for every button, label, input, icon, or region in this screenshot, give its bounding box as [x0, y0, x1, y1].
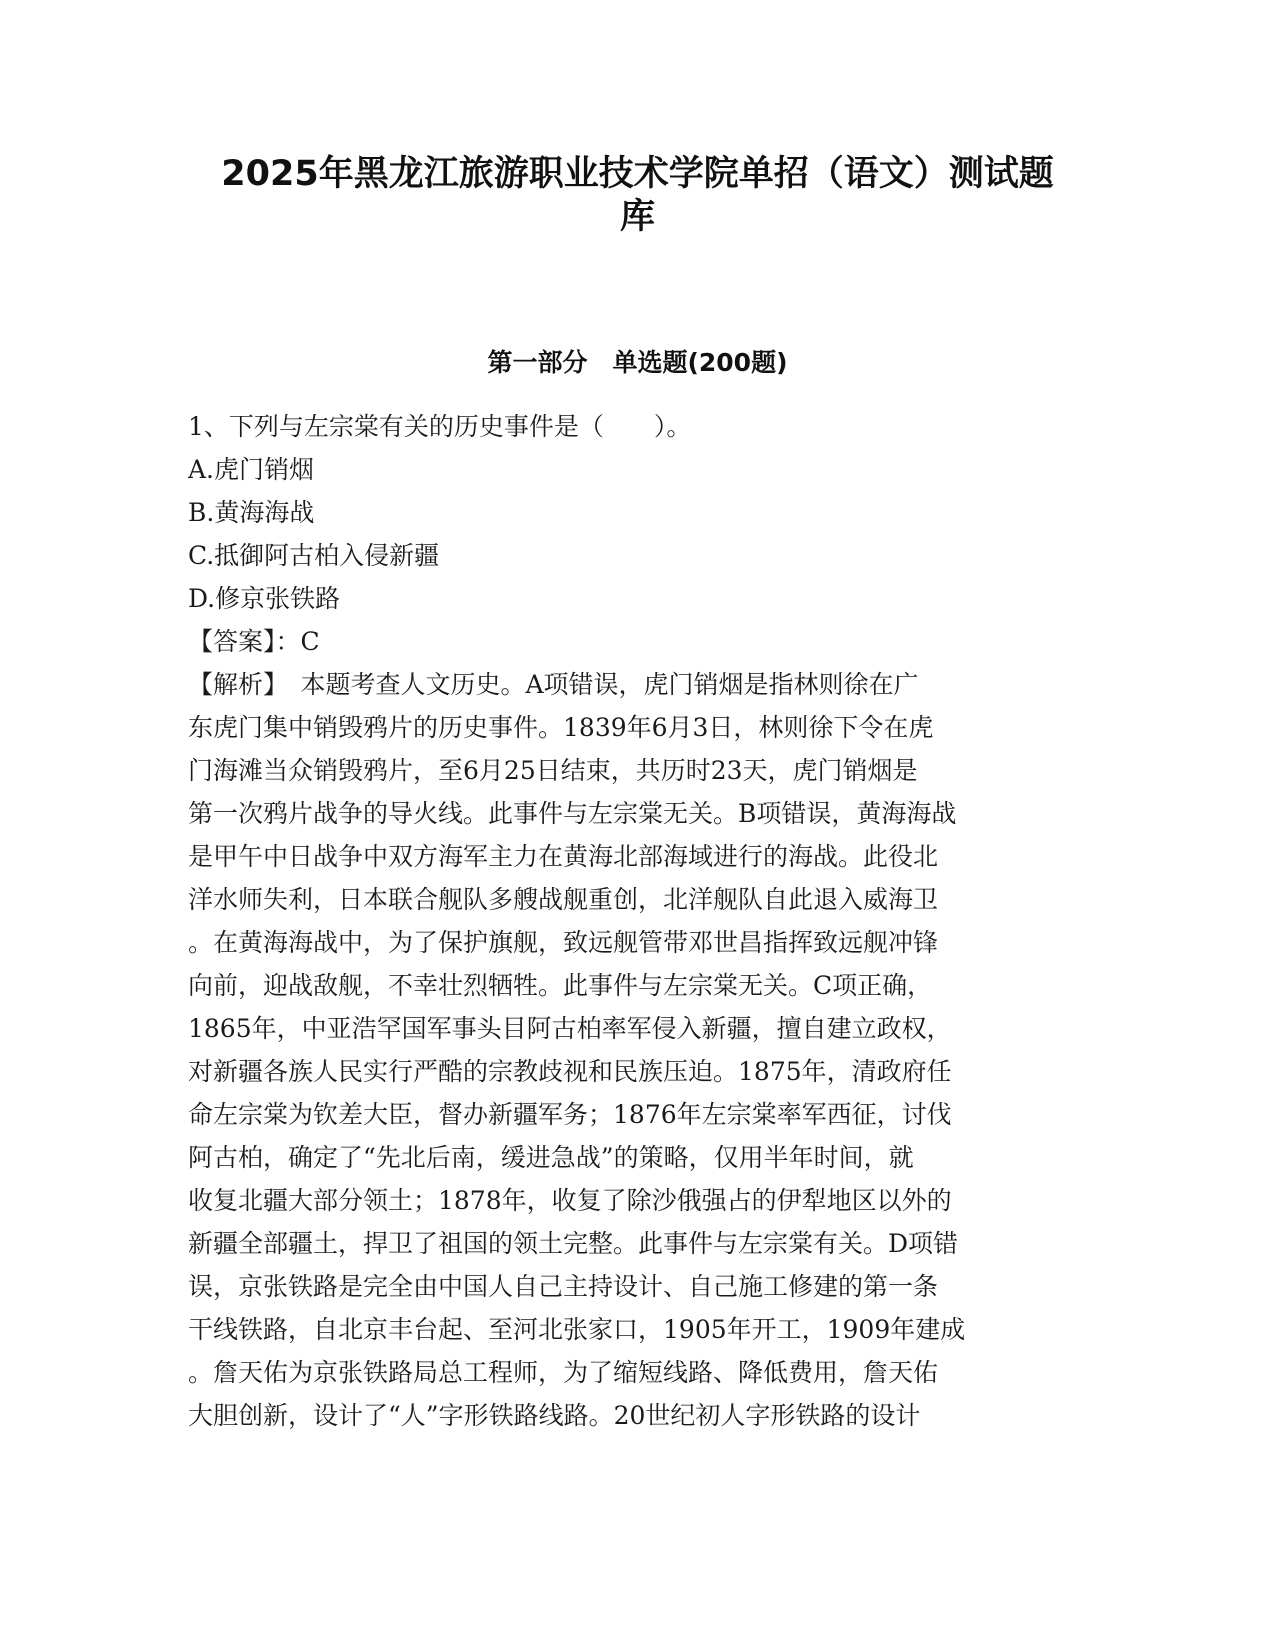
analysis-line: 新疆全部疆土，捍卫了祖国的领土完整。此事件与左宗棠有关。D项错 — [188, 1229, 959, 1258]
analysis-line: 是甲午中日战争中双方海军主力在黄海北部海域进行的海战。此役北 — [188, 842, 939, 871]
analysis-line: 东虎门集中销毁鸦片的历史事件。1839年6月3日，林则徐下令在虎 — [188, 713, 934, 742]
analysis-line: 1865年，中亚浩罕国军事头目阿古柏率军侵入新疆，擅自建立政权， — [188, 1014, 952, 1043]
question-stem: 1、下列与左宗棠有关的历史事件是（ ）。 — [188, 412, 692, 441]
title-line-1: 2025年黑龙江旅游职业技术学院单招（语文）测试题 — [221, 154, 1054, 189]
document-title — [150, 146, 1125, 232]
answer-line: 【答案】：C — [188, 627, 320, 656]
analysis-line: 。詹天佑为京张铁路局总工程师，为了缩短线路、降低费用，詹天佑 — [188, 1358, 939, 1387]
analysis-line: 洋水师失利，日本联合舰队多艘战舰重创，北洋舰队自此退入威海卫 — [188, 885, 939, 914]
title-line-2: 库 — [619, 197, 655, 232]
section-heading: 第一部分 单选题(200题) — [487, 348, 788, 377]
option-d: D.修京张铁路 — [188, 584, 341, 613]
analysis-line: 对新疆各族人民实行严酷的宗教歧视和民族压迫。1875年，清政府任 — [188, 1057, 952, 1086]
option-b: B.黄海海战 — [188, 498, 315, 527]
analysis-line: 。在黄海海战中，为了保护旗舰，致远舰管带邓世昌指挥致远舰冲锋 — [188, 928, 939, 957]
analysis-line: 向前，迎战敌舰，不幸壮烈牺牲。此事件与左宗棠无关。C项正确， — [188, 971, 933, 1000]
analysis-line: 第一次鸦片战争的导火线。此事件与左宗棠无关。B项错误，黄海海战 — [188, 799, 957, 828]
option-a: A.虎门销烟 — [188, 455, 315, 484]
question-block — [188, 405, 1093, 1437]
analysis-line: 门海滩当众销毁鸦片，至6月25日结束，共历时23天，虎门销烟是 — [188, 756, 918, 785]
analysis-line: 大胆创新，设计了“人”字形铁路线路。20世纪初人字形铁路的设计 — [188, 1401, 921, 1430]
analysis-line: 干线铁路，自北京丰台起、至河北张家口，1905年开工，1909年建成 — [188, 1315, 966, 1344]
analysis-line: 误，京张铁路是完全由中国人自己主持设计、自己施工修建的第一条 — [188, 1272, 939, 1301]
option-c: C.抵御阿古柏入侵新疆 — [188, 541, 440, 570]
analysis-line: 【解析】 本题考查人文历史。A项错误，虎门销烟是指林则徐在广 — [188, 670, 919, 699]
analysis-line: 命左宗棠为钦差大臣，督办新疆军务；1876年左宗棠率军西征，讨伐 — [188, 1100, 952, 1129]
analysis-line: 阿古柏，确定了“先北后南，缓进急战”的策略，仅用半年时间，就 — [188, 1143, 914, 1172]
analysis-line: 收复北疆大部分领土；1878年，收复了除沙俄强占的伊犁地区以外的 — [188, 1186, 952, 1215]
